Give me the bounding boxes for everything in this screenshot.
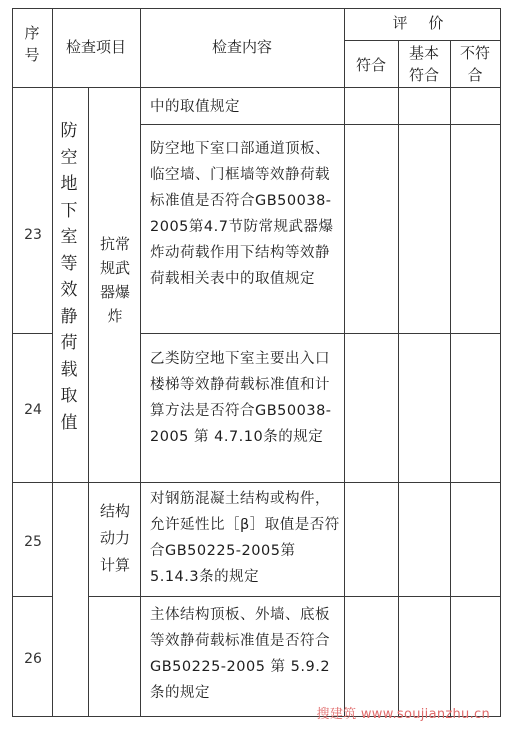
rule-group [88, 87, 89, 717]
row-content-25: 对钢筋混凝土结构或构件，允许延性比［β］取值是否符合GB50225-2005第5.14.3条的规定 [150, 491, 340, 585]
rule-row24 [12, 482, 500, 483]
rule-top [12, 8, 500, 9]
row-content-24: 乙类防空地下室主要出入口楼梯等效静荷载标准值和计算方法是否符合GB50038-2005 第 4.7.10条的规定 [150, 351, 332, 445]
rule-row25b [88, 596, 500, 597]
header-not-conform: 不符合 [459, 44, 490, 84]
header-conform: 符合 [355, 56, 386, 74]
row-seq-24: 24 [24, 402, 42, 418]
row-content-26: 主体结构顶板、外墙、底板等效静荷载标准值是否符合GB50225-2005 第 5.9.2条的规定 [150, 607, 331, 701]
row-sub-23: 抗常规武器爆炸 [99, 235, 130, 325]
group-label: 防空地下室等效静荷载取值 [60, 121, 78, 433]
row-sub-25: 结构动力计算 [99, 502, 130, 574]
header-item: 检查项目 [65, 38, 126, 56]
row-seq-23: 23 [24, 227, 42, 243]
rule-row23 [12, 333, 52, 334]
rule-row1 [140, 124, 500, 125]
rule-item [140, 8, 141, 717]
row-seq-25: 25 [24, 534, 42, 550]
rule-right [500, 8, 501, 717]
rule-row23b [140, 333, 500, 334]
header-seq: 序号 [24, 24, 40, 64]
header-basic: 基本符合 [408, 44, 439, 84]
row-seq-26: 26 [24, 651, 42, 667]
rule-left [12, 8, 13, 717]
rule-row25a [12, 596, 52, 597]
watermark-text: 搜建筑 www.soujianzhu.cn [316, 707, 490, 722]
rule-eval-sub [344, 40, 500, 41]
row-content-cont: 中的取值规定 [150, 99, 240, 115]
rule-eval1 [398, 40, 399, 717]
rule-eval2 [450, 40, 451, 717]
row-content-23: 防空地下室口部通道顶板、临空墙、门框墙等效静荷载标准值是否符合GB50038-2005第4.7节防常规武器爆炸动荷载作用下结构等效静荷载相关表中的取值规定 [150, 141, 334, 287]
rule-content [344, 8, 345, 717]
header-eval: 评 价 [392, 14, 452, 32]
rule-header-bottom [12, 87, 500, 88]
header-content: 检查内容 [211, 38, 272, 56]
rule-seq [52, 8, 53, 717]
